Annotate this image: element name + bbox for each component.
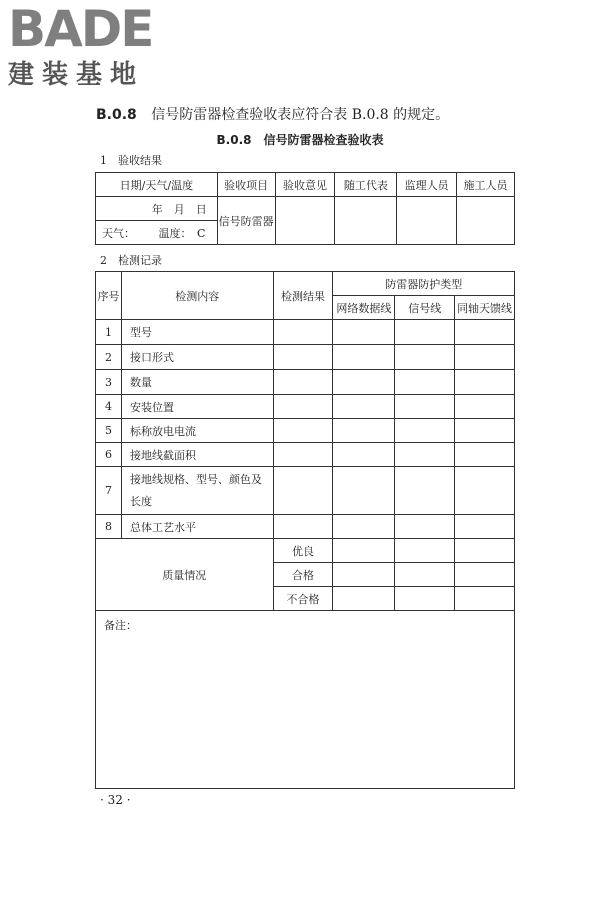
logo-subtitle: 建装基地 [8, 60, 145, 90]
row-number: 4 [96, 395, 122, 419]
page-number: · 32 · [100, 793, 131, 807]
grade-excellent: 优良 [273, 539, 333, 563]
row-content: 接地线规格、型号、颜色及长度 [121, 467, 273, 515]
remark-label: 备注： [104, 619, 137, 632]
section-inspection-record: 2 检测记录 [100, 254, 162, 267]
row-content: 型号 [121, 320, 273, 345]
supervisor-cell [397, 197, 457, 245]
row-number: 5 [96, 419, 122, 443]
header-constructor: 施工人员 [457, 173, 515, 197]
section-acceptance-result: 1 验收结果 [100, 154, 162, 167]
table-row [96, 395, 515, 419]
row-number: 7 [96, 467, 122, 515]
temp-label: 温度： C [158, 226, 206, 240]
table-row [96, 467, 515, 515]
table-row [96, 515, 515, 539]
row-content: 接地线截面积 [121, 443, 273, 467]
row-content: 总体工艺水平 [121, 515, 273, 539]
row-number: 1 [96, 320, 122, 345]
row-number: 8 [96, 515, 122, 539]
logo-brand: BADE [8, 0, 153, 58]
representative-cell [335, 197, 397, 245]
header-supervisor: 监理人员 [397, 173, 457, 197]
row-content: 标称放电电流 [121, 419, 273, 443]
type-network: 网络数据线 [333, 296, 395, 320]
constructor-cell [457, 197, 515, 245]
header-opinion: 验收意见 [275, 173, 335, 197]
header-content: 检测内容 [121, 272, 273, 320]
table-row [96, 419, 515, 443]
acceptance-table [95, 172, 515, 245]
item-value: 信号防雷器 [217, 197, 275, 245]
row-content: 数量 [121, 370, 273, 395]
logo [8, 0, 178, 94]
table-row [96, 345, 515, 370]
header-representative: 随工代表 [335, 173, 397, 197]
header-item: 验收项目 [217, 173, 275, 197]
grade-pass: 合格 [273, 563, 333, 587]
table-row [96, 370, 515, 395]
header-protection-type: 防雷器防护类型 [333, 272, 515, 296]
inspection-table [95, 271, 515, 789]
table-row [96, 320, 515, 345]
row-content: 接口形式 [121, 345, 273, 370]
remark-cell [96, 611, 515, 789]
row-content: 安装位置 [121, 395, 273, 419]
table-row [96, 443, 515, 467]
row-number: 3 [96, 370, 122, 395]
clause [96, 104, 449, 124]
quality-label: 质量情况 [96, 539, 274, 611]
type-signal: 信号线 [395, 296, 455, 320]
weather-label: 天气： [102, 226, 135, 240]
table-title: B.0.8 信号防雷器检查验收表 [216, 133, 384, 147]
row-number: 2 [96, 345, 122, 370]
header-date: 日期/天气/温度 [96, 173, 218, 197]
header-seq: 序号 [96, 272, 122, 320]
type-coaxial: 同轴天馈线 [455, 296, 515, 320]
date-line: 年 月 日 [96, 197, 218, 221]
clause-text: 信号防雷器检查验收表应符合表 B.0.8 的规定。 [151, 107, 450, 123]
grade-fail: 不合格 [273, 587, 333, 611]
weather-temp [96, 221, 218, 245]
row-number: 6 [96, 443, 122, 467]
clause-number: B.0.8 [96, 107, 137, 123]
header-result: 检测结果 [273, 272, 333, 320]
opinion-cell [275, 197, 335, 245]
